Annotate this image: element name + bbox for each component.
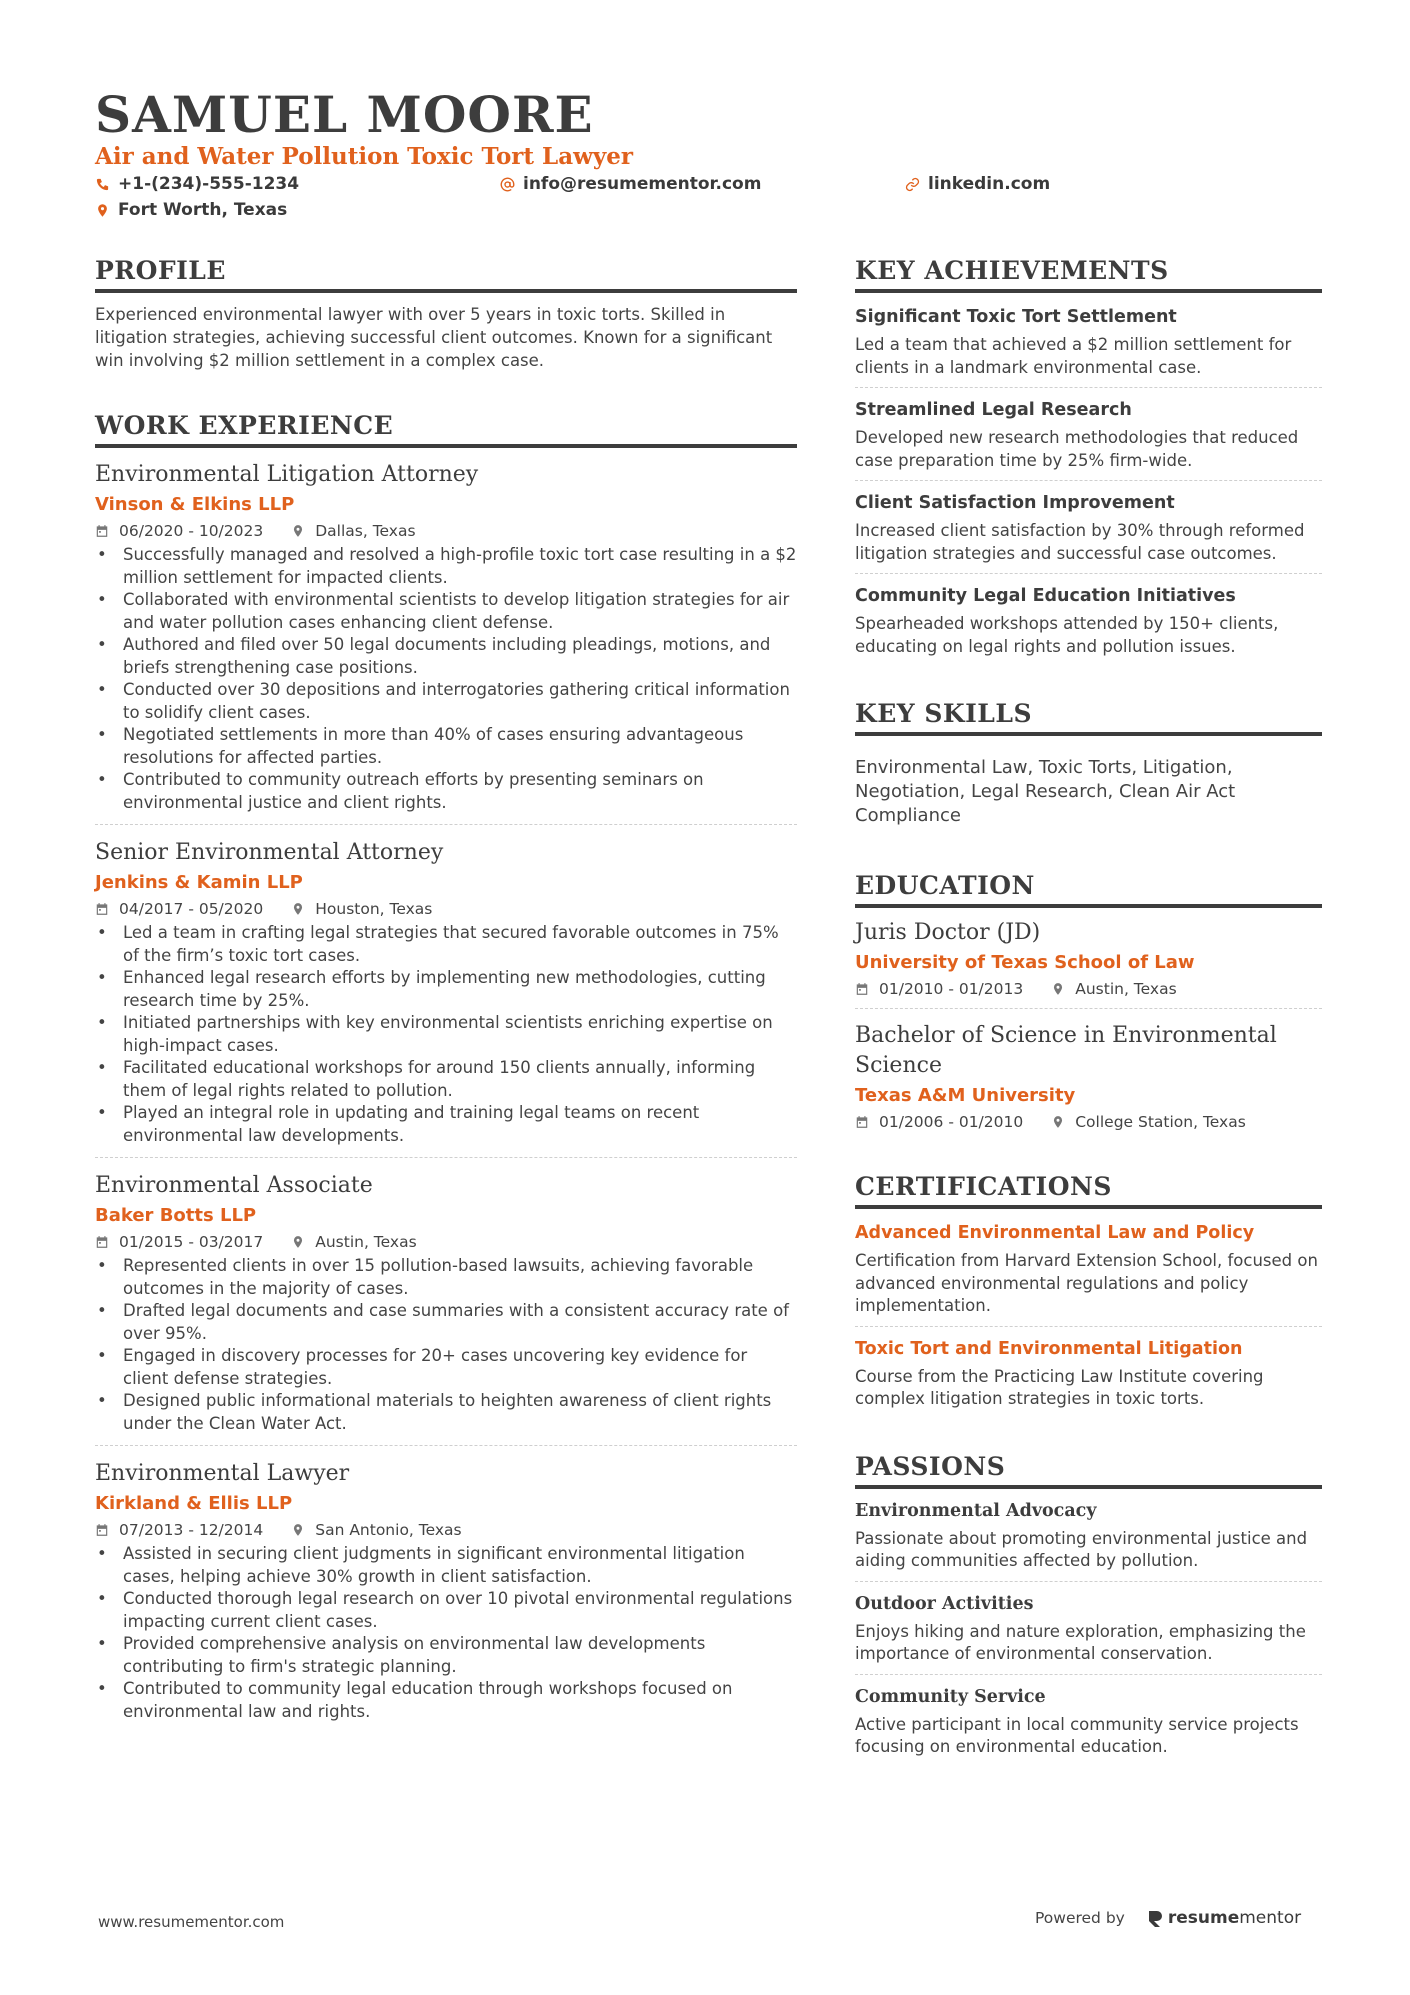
job-list [95,460,797,1723]
date-location-row [95,898,797,920]
at-icon [500,177,515,192]
left-column [95,255,797,1723]
phone-text: +1-(234)-555-1234 [118,174,300,194]
profile-heading: PROFILE [95,255,797,293]
job-bullet: • Authored and filed over 50 legal documents including pleadings, motions, and briefs strengthening case positions. [95,634,797,679]
location-contact [95,198,287,222]
achievement-desc: Increased client satisfaction by 30% through reformed litigation strategies and successful case outcomes. [855,521,1305,563]
achievement-title: Community Legal Education Initiatives [855,586,1236,606]
passion-item [855,1685,1322,1759]
company-name: Vinson & Elkins LLP [95,494,295,515]
passions-heading: PASSIONS [855,1451,1322,1489]
email-contact[interactable] [500,172,761,196]
job-bullet: • Provided comprehensive analysis on environmental law developments contributing to firm's strategic planning. [95,1633,797,1678]
achievement-desc: Spearheaded workshops attended by 150+ clients, educating on legal rights and pollution issues. [855,614,1279,656]
job-entry [95,838,797,1158]
passion-item [855,1592,1322,1675]
calendar-icon [855,982,869,996]
brand-logo[interactable] [1147,1908,1301,1928]
certification-item [855,1221,1322,1327]
education-item [855,918,1322,1009]
job-bullet: • Designed public informational materials to heighten awareness of client rights under the Clean Water Act. [95,1390,797,1435]
date-range: 01/2010 - 01/2013 [879,980,1024,998]
achievements-heading: KEY ACHIEVEMENTS [855,255,1322,293]
job-bullet: • Assisted in securing client judgments in significant environmental litigation cases, helping achieve 30% growth in client satisfaction. [95,1543,797,1588]
achievement-desc: Developed new research methodologies that reduced case preparation time by 25% firm-wide. [855,428,1299,470]
email-text: info@resumementor.com [523,174,762,194]
achievement-desc: Led a team that achieved a $2 million settlement for clients in a landmark environmental case. [855,335,1292,377]
education-item [855,1021,1322,1133]
location: College Station, Texas [1075,1113,1246,1131]
footer-website[interactable]: www.resumementor.com [98,1913,285,1931]
job-bullet: • Enhanced legal research efforts by implementing new methodologies, cutting research time by 25%. [95,967,797,1012]
job-entry [95,1171,797,1446]
job-bullet: • Conducted over 30 depositions and interrogatories gathering critical information to solidify client cases. [95,679,797,724]
certification-desc: Course from the Practicing Law Institute covering complex litigation strategies in toxic torts. [855,1366,1264,1408]
location-pin-icon [291,524,305,538]
date-range: 01/2006 - 01/2010 [879,1113,1024,1131]
location-text: Fort Worth, Texas [118,200,288,220]
skills-text: Environmental Law, Toxic Torts, Litigation, Negotiation, Legal Research, Clean Air Act Compliance [855,757,1236,826]
job-entry [95,1459,797,1723]
calendar-icon [95,524,109,538]
passion-desc: Enjoys hiking and nature exploration, emphasizing the importance of environmental conservation. [855,1621,1306,1663]
candidate-title: Air and Water Pollution Toxic Tort Lawyer [95,143,634,170]
calendar-icon [855,1115,869,1129]
location: San Antonio, Texas [315,1521,462,1539]
location: Houston, Texas [315,900,433,918]
job-bullet: • Played an integral role in updating and training legal teams on recent environmental law developments. [95,1102,797,1147]
degree: Bachelor of Science in Environmental Science [855,1023,1277,1078]
job-bullets [95,544,797,814]
calendar-icon [95,1523,109,1537]
job-bullet: • Contributed to community legal education through workshops focused on environmental law and rights. [95,1678,797,1723]
school-name: University of Texas School of Law [855,952,1195,973]
passion-title: Environmental Advocacy [855,1500,1097,1521]
right-column [855,255,1322,1759]
job-title: Environmental Litigation Attorney [95,462,479,487]
passion-desc: Passionate about promoting environmental justice and aiding communities affected by pollution. [855,1528,1308,1570]
location: Austin, Texas [1075,980,1177,998]
school-name: Texas A&M University [855,1085,1076,1106]
calendar-icon [95,902,109,916]
job-bullets [95,1255,797,1435]
date-location-row [95,1231,797,1253]
date-range: 06/2020 - 10/2023 [119,522,264,540]
location: Austin, Texas [315,1233,417,1251]
location-pin-icon [1051,982,1065,996]
achievement-list [855,305,1322,658]
skills-heading: KEY SKILLS [855,698,1322,736]
date-location-row [95,1519,797,1541]
powered-by-label: Powered by [1035,1909,1125,1927]
linkedin-text: linkedin.com [928,174,1051,194]
achievement-item [855,491,1322,574]
location-pin-icon [291,1235,305,1249]
job-title: Environmental Lawyer [95,1461,350,1486]
job-bullet: • Negotiated settlements in more than 40% of cases ensuring advantageous resolutions for affected parties. [95,724,797,769]
job-bullet: • Contributed to community outreach efforts by presenting seminars on environmental justice and client rights. [95,769,797,814]
experience-heading: WORK EXPERIENCE [95,410,797,448]
job-bullet: • Initiated partnerships with key environmental scientists enriching expertise on high-impact cases. [95,1012,797,1057]
location-pin-icon [95,203,110,218]
certification-title: Toxic Tort and Environmental Litigation [855,1338,1243,1359]
job-title: Environmental Associate [95,1173,373,1198]
resumementor-logo-icon [1147,1909,1163,1927]
brand-name-a: resume [1167,1908,1240,1928]
job-bullets [95,922,797,1147]
company-name: Kirkland & Ellis LLP [95,1493,293,1514]
job-bullet: • Led a team in crafting legal strategies that secured favorable outcomes in 75% of the firm’s toxic tort cases. [95,922,797,967]
certification-title: Advanced Environmental Law and Policy [855,1223,1255,1243]
job-bullet: • Represented clients in over 15 pollution-based lawsuits, achieving favorable outcomes in the majority of cases. [95,1255,797,1300]
certifications-heading: CERTIFICATIONS [855,1171,1322,1209]
passion-item [855,1499,1322,1582]
achievement-item [855,584,1322,658]
job-bullets [95,1543,797,1723]
calendar-icon [95,1235,109,1249]
degree: Juris Doctor (JD) [855,920,1041,945]
date-range: 01/2015 - 03/2017 [119,1233,264,1251]
passion-desc: Active participant in local community service projects focusing on environmental education. [855,1714,1299,1756]
candidate-name: SAMUEL MOORE [95,85,594,144]
resume-page [95,0,1325,1995]
brand-name-b: mentor [1239,1908,1302,1928]
achievement-title: Client Satisfaction Improvement [855,493,1175,513]
location-pin-icon [1051,1115,1065,1129]
certification-list [855,1221,1322,1411]
job-bullet: • Conducted thorough legal research on over 10 pivotal environmental regulations impacting current client cases. [95,1588,797,1633]
location-pin-icon [291,902,305,916]
date-location-row [95,520,797,542]
job-entry [95,460,797,825]
achievement-item [855,305,1322,388]
job-bullet: • Collaborated with environmental scientists to develop litigation strategies for air and water pollution cases enhancing client defense. [95,589,797,634]
phone-icon [95,177,110,192]
achievement-title: Significant Toxic Tort Settlement [855,307,1177,327]
achievement-title: Streamlined Legal Research [855,400,1132,420]
job-bullet: • Successfully managed and resolved a high-profile toxic tort case resulting in a $2 million settlement for impacted clients. [95,544,797,589]
footer-powered [1035,1908,1301,1928]
link-icon [905,177,920,192]
job-title: Senior Environmental Attorney [95,840,444,865]
phone-contact[interactable] [95,172,299,196]
linkedin-contact[interactable] [905,172,1050,196]
achievement-item [855,398,1322,481]
location: Dallas, Texas [315,522,416,540]
passion-list [855,1499,1322,1759]
job-bullet: • Facilitated educational workshops for around 150 clients annually, informing them of legal rights related to pollution. [95,1057,797,1102]
date-location-row [855,1111,1322,1133]
job-bullet: • Drafted legal documents and case summaries with a consistent accuracy rate of over 95%. [95,1300,797,1345]
certification-item [855,1337,1322,1411]
location-pin-icon [291,1523,305,1537]
education-list [855,918,1322,1133]
passion-title: Community Service [855,1686,1046,1707]
certification-desc: Certification from Harvard Extension School, focused on advanced environmental regulations and policy implementation. [855,1251,1318,1315]
profile-text: Experienced environmental lawyer with over 5 years in toxic torts. Skilled in litigation strategies, achieving successful client outcomes. Known for a significant win involving $2 million settlement in a complex case. [95,305,773,370]
passion-title: Outdoor Activities [855,1593,1034,1614]
job-bullet: • Engaged in discovery processes for 20+ cases uncovering key evidence for client defense strategies. [95,1345,797,1390]
company-name: Jenkins & Kamin LLP [95,872,303,893]
date-location-row [855,978,1322,1000]
education-heading: EDUCATION [855,870,1322,908]
date-range: 07/2013 - 12/2014 [119,1521,264,1539]
company-name: Baker Botts LLP [95,1205,257,1226]
date-range: 04/2017 - 05/2020 [119,900,264,918]
